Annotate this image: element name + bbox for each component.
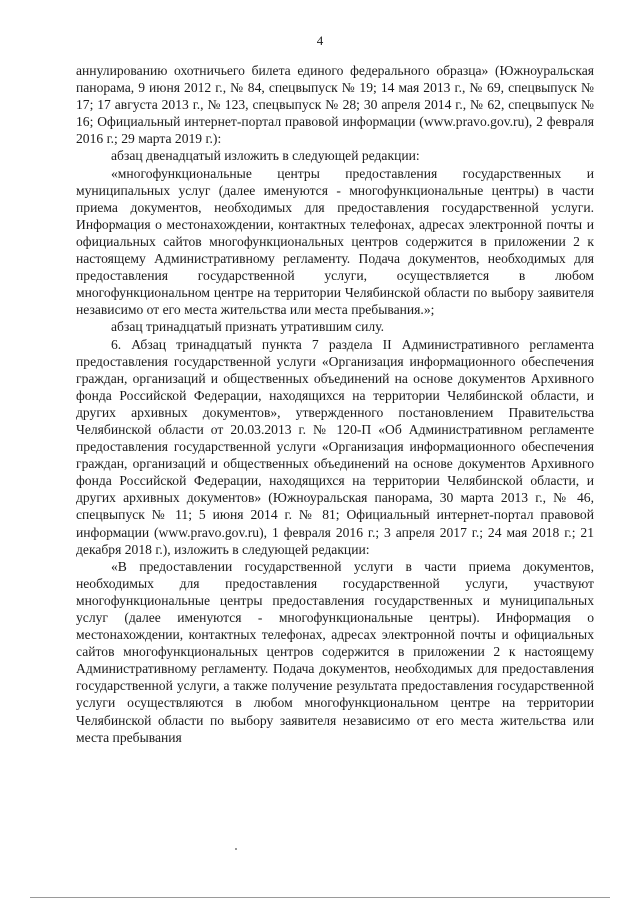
paragraph-quoted-new-text: «В предоставлении государственной услуги в части приема документов, необходимых для предоставления государственной услуги, участвуют многофункциональные центры предоставления государственных и муниципальных услуг (далее именуются - многофункциональные центры). Информация о местонахождении, контактных телефонах, адресах электронной почты и официальных сайтов многофункциональных центров содержится в приложении 2 к настоящему Административному регламенту. Подача документов, необходимых для предоставления государственной услуги, а также получение результата предоставления государственной услуги осуществляются в любом многофункциональном центре на территории Челябинской области по выбору заявителя независимо от его места жительства или места пребывания	[76, 558, 594, 745]
scan-speck	[235, 848, 237, 850]
paragraph-item-6: 6. Абзац тринадцатый пункта 7 раздела II Административного регламента предоставления государственной услуги «Организация информационного обеспечения граждан, организаций и общественных объединений на основе документов Архивного фонда Российской Федерации, находящихся на территории Челябинской области, и других архивных документов», утвержденного постановлением Правительства Челябинской области от 20.03.2013 г. № 120-П «Об Административном регламенте предоставления государственной услуги «Организация информационного обеспечения граждан, организаций и общественных объединений на основе документов Архивного фонда Российской Федерации, находящихся на территории Челябинской области, и других архивных документов» (Южноуральская панорама, 30 марта 2013 г., № 46, спецвыпуск № 11; 5 июня 2014 г. № 81; Официальный интернет-портал правовой информации (www.pravo.gov.ru), 1 февраля 2016 г.; 3 апреля 2017 г.; 24 мая 2018 г.; 21 декабря 2018 г.), изложить в следующей редакции:	[76, 336, 594, 557]
paragraph-quoted-mfc: «многофункциональные центры предоставления государственных и муниципальных услуг (далее именуются - многофункциональные центры) в части приема документов, необходимых для предоставления государственной услуги. Информация о местонахождении, контактных телефонах, адресах электронной почты и официальных сайтов многофункциональных центров содержится в приложении 2 к настоящему Административному регламенту. Подача документов, необходимых для предоставления государственной услуги, осуществляется в любом многофункциональном центре на территории Челябинской области по выбору заявителя независимо от его места жительства или места пребывания.»;	[76, 165, 594, 318]
paragraph-amendment-13: абзац тринадцатый признать утратившим силу.	[111, 319, 385, 335]
scan-edge-line	[30, 897, 610, 898]
paragraph-amendment-12: абзац двенадцатый изложить в следующей редакции:	[111, 148, 420, 164]
page-number: 4	[316, 33, 324, 48]
paragraph-continuation: аннулированию охотничьего билета единого федерального образца» (Южноуральская панорама, 9 июня 2012 г., № 84, спецвыпуск № 19; 14 мая 2013 г., № 69, спецвыпуск № 17; 17 августа 2013 г., № 123, спецвыпуск № 28; 30 апреля 2014 г., № 62, спецвыпуск № 16; Официальный интернет-портал правовой информации (www.pravo.gov.ru), 2 февраля 2016 г.; 29 марта 2019 г.):	[76, 63, 594, 147]
document-body	[76, 62, 594, 746]
